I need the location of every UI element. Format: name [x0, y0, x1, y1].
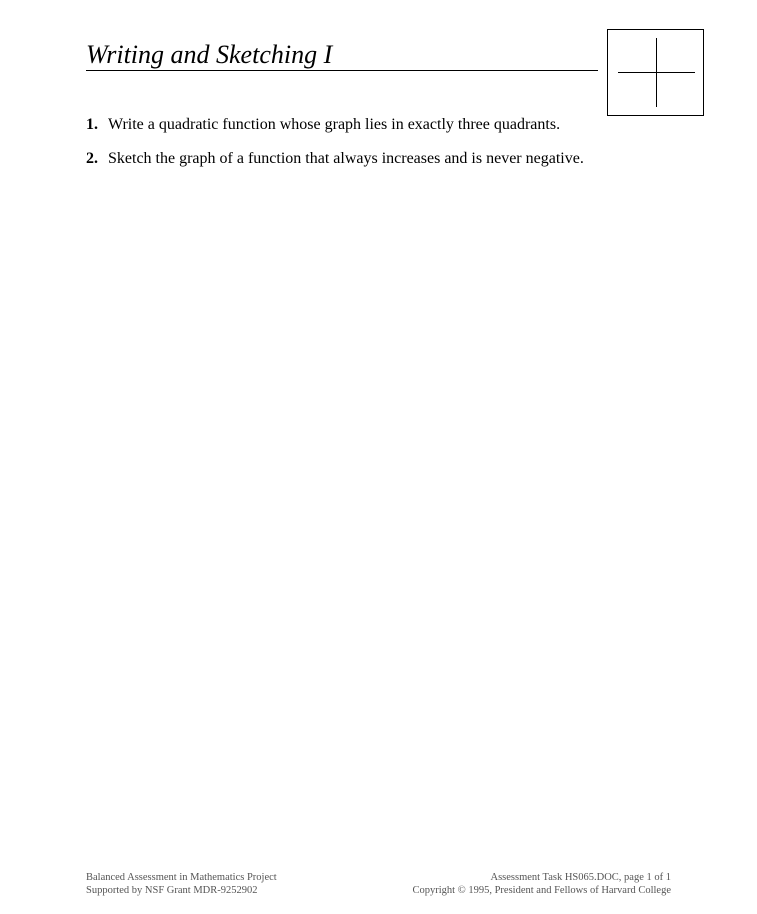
- footer-task-id: Assessment Task HS065.DOC, page 1 of 1: [490, 872, 671, 883]
- coordinate-axes-icon: [607, 29, 704, 116]
- question-number: 1.: [86, 116, 98, 133]
- page-title: Writing and Sketching I: [86, 40, 333, 69]
- footer-project-name: Balanced Assessment in Mathematics Project: [86, 872, 277, 883]
- footer-grant: Supported by NSF Grant MDR-9252902: [86, 885, 258, 896]
- question-text: Write a quadratic function whose graph lies in exactly three quadrants.: [108, 116, 561, 133]
- footer-right: [413, 871, 671, 897]
- footer-copyright: Copyright © 1995, President and Fellows of Harvard College: [412, 885, 671, 896]
- question-1: [86, 115, 560, 135]
- footer-left: [86, 871, 277, 897]
- question-2: [86, 149, 584, 169]
- y-axis-line: [656, 38, 657, 107]
- question-number: 2.: [86, 150, 98, 167]
- title-underline: [86, 70, 598, 71]
- question-text: Sketch the graph of a function that always increases and is never negative.: [108, 150, 584, 167]
